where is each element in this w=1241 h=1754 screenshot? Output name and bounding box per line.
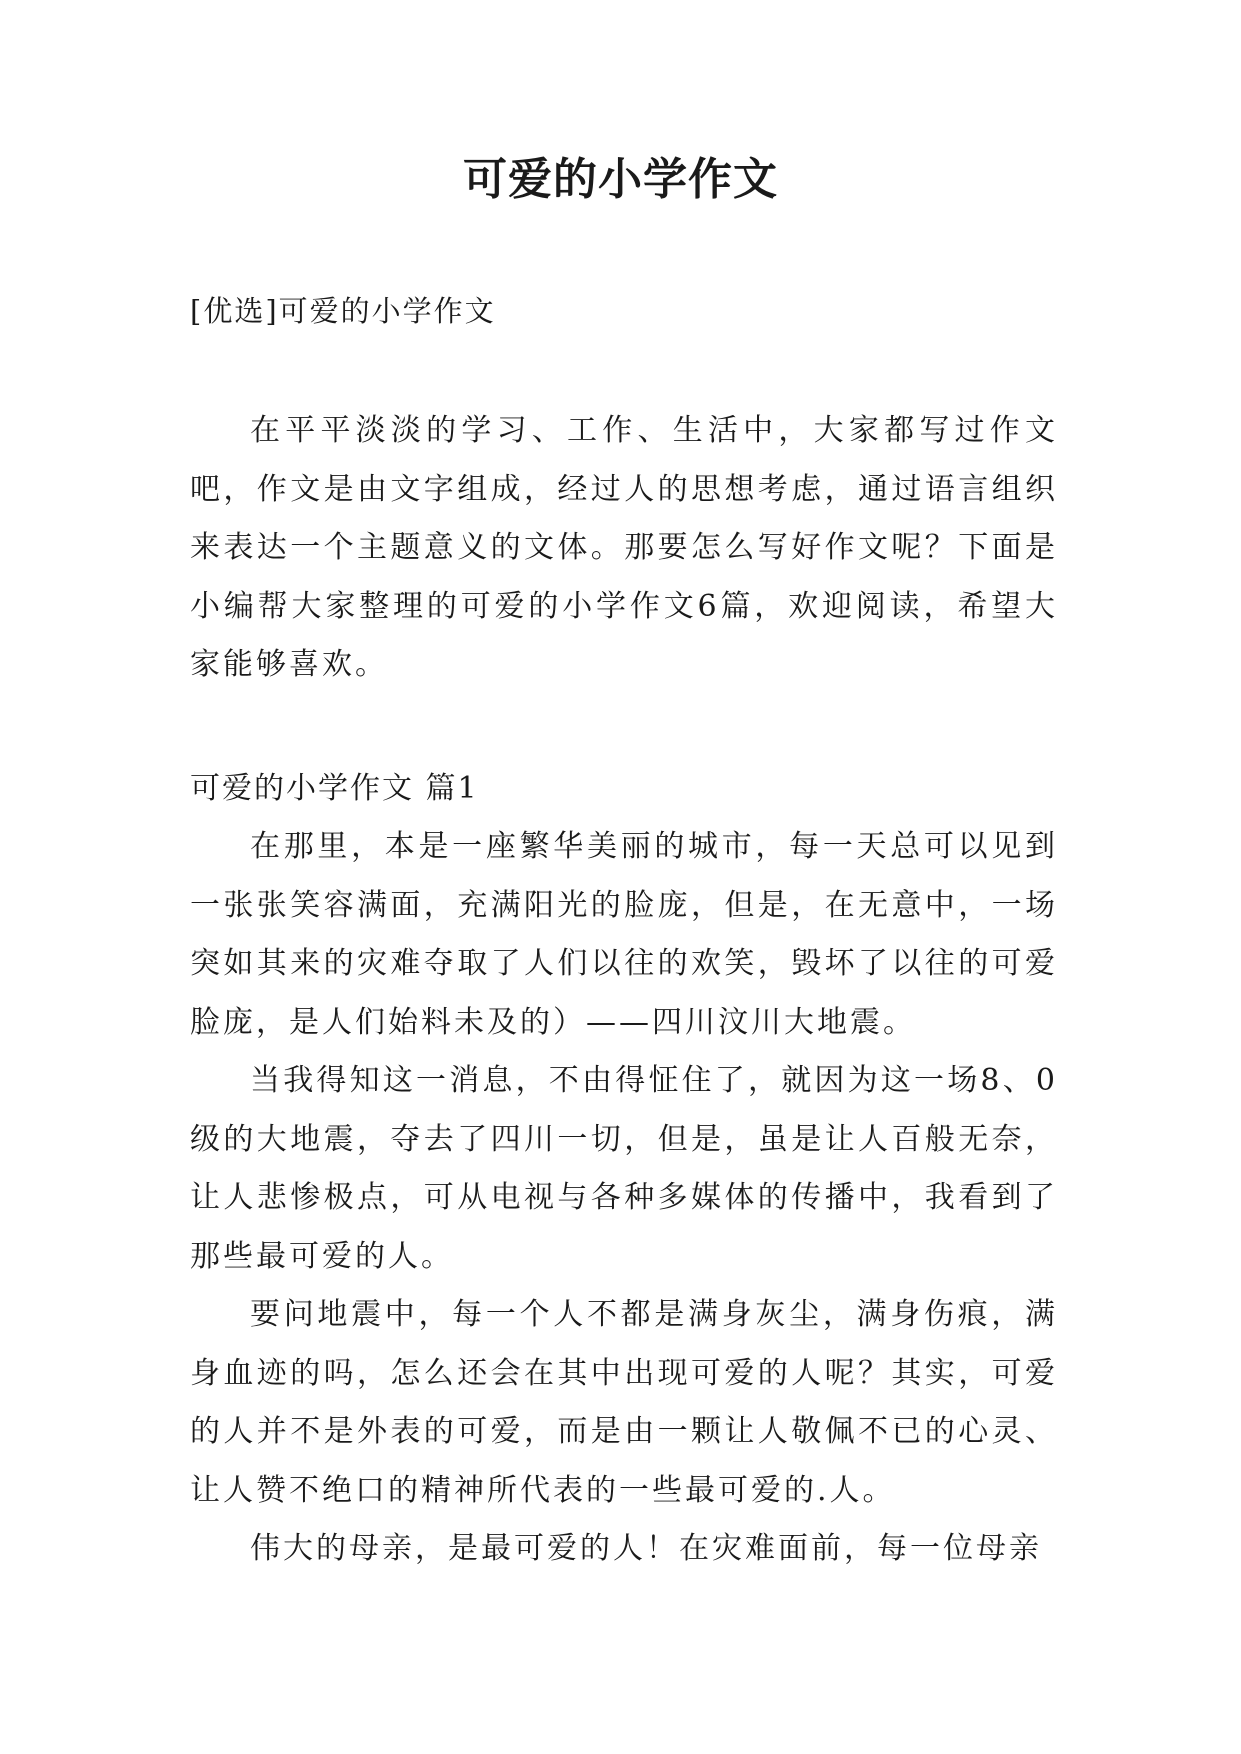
intro-paragraph: 在平平淡淡的学习、工作、生活中，大家都写过作文吧，作文是由文字组成，经过人的思想考虑，通过语言组织来表达一个主题意义的文体。那要怎么写好作文呢？下面是小编帮大家整理的可爱的小学作文6篇，欢迎阅读，希望大家能够喜欢。	[190, 413, 1058, 682]
section-paragraph: 当我得知这一消息，不由得怔住了，就因为这一场8、0级的大地震，夺去了四川一切，但是，虽是让人百般无奈，让人悲惨极点，可从电视与各种多媒体的传播中，我看到了那些最可爱的人。	[190, 1063, 1058, 1274]
document-title: 可爱的小学作文	[463, 154, 778, 205]
section-paragraph: 要问地震中，每一个人不都是满身灰尘，满身伤痕，满身血迹的吗，怎么还会在其中出现可爱的人呢？其实，可爱的人并不是外表的可爱，而是由一颗让人敬佩不已的心灵、让人赞不绝口的精神所代表的一些最可爱的.人。	[190, 1297, 1058, 1508]
section-paragraph: 伟大的母亲，是最可爱的人！在灾难面前，每一位母亲	[250, 1531, 1042, 1566]
section-heading: 可爱的小学作文 篇1	[190, 771, 479, 806]
document-subtitle: [优选]可爱的小学作文	[190, 294, 496, 328]
section-1	[190, 760, 1058, 1579]
intro-block	[190, 402, 1058, 695]
section-paragraph: 在那里，本是一座繁华美丽的城市，每一天总可以见到一张张笑容满面，充满阳光的脸庞，但是，在无意中，一场突如其来的灾难夺取了人们以往的欢笑，毁坏了以往的可爱脸庞，是人们始料未及的）——四川汶川大地震。	[190, 829, 1058, 1040]
